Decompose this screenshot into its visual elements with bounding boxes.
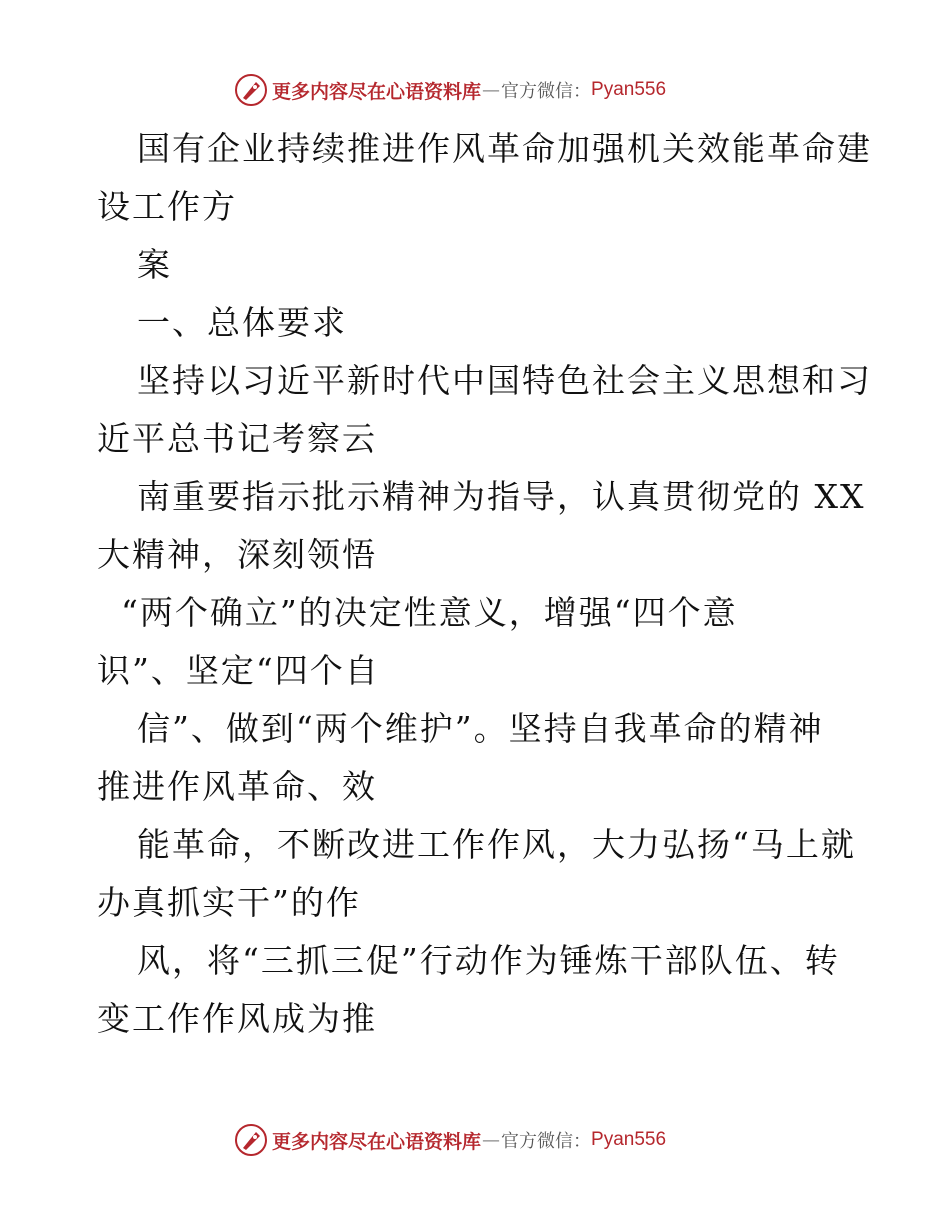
document-line: 南重要指示批示精神为指导，认真贯彻党的 XX <box>137 477 866 516</box>
document-body <box>97 120 872 1048</box>
document-line: 能革命，不断改进工作作风，大力弘扬“马上就 <box>137 825 856 864</box>
footer-watermark <box>234 1120 666 1160</box>
watermark-wechat-account: Pyan556 <box>591 79 667 100</box>
watermark-dash: — <box>482 1129 501 1151</box>
document-line: “两个确立”的决定性意义，增强“四个意 <box>121 593 738 632</box>
watermark-site-name: 更多内容尽在心语资料库 <box>272 80 482 103</box>
document-line: 识”、坚定“四个自 <box>97 651 380 690</box>
watermark-dash: — <box>482 79 501 101</box>
document-line: 设工作方 <box>97 187 237 226</box>
document-line: 近平总书记考察云 <box>97 419 377 458</box>
watermark-wechat-account: Pyan556 <box>591 1129 667 1150</box>
pen-nib-seal-icon <box>234 73 268 107</box>
pen-nib-seal-icon <box>234 1123 268 1157</box>
document-line: 国有企业持续推进作风革命加强机关效能革命建 <box>137 129 872 168</box>
document-line: 风，将“三抓三促”行动作为锤炼干部队伍、转 <box>137 941 840 980</box>
watermark-site-name: 更多内容尽在心语资料库 <box>272 1130 482 1153</box>
document-line: 大精神，深刻领悟 <box>97 535 377 574</box>
document-line: 坚持以习近平新时代中国特色社会主义思想和习 <box>137 361 872 400</box>
document-line: 变工作作风成为推 <box>97 999 377 1038</box>
document-line: 办真抓实干”的作 <box>97 883 361 922</box>
document-line: 推进作风革命、效 <box>97 767 377 806</box>
document-line: 案 <box>137 245 172 284</box>
document-line: 信”、做到“两个维护”。坚持自我革命的精神 <box>137 709 824 748</box>
section-heading: 一、总体要求 <box>137 303 347 342</box>
header-watermark <box>234 70 666 110</box>
watermark-wechat-label: 官方微信： <box>501 81 592 102</box>
watermark-wechat-label: 官方微信： <box>501 1131 592 1152</box>
